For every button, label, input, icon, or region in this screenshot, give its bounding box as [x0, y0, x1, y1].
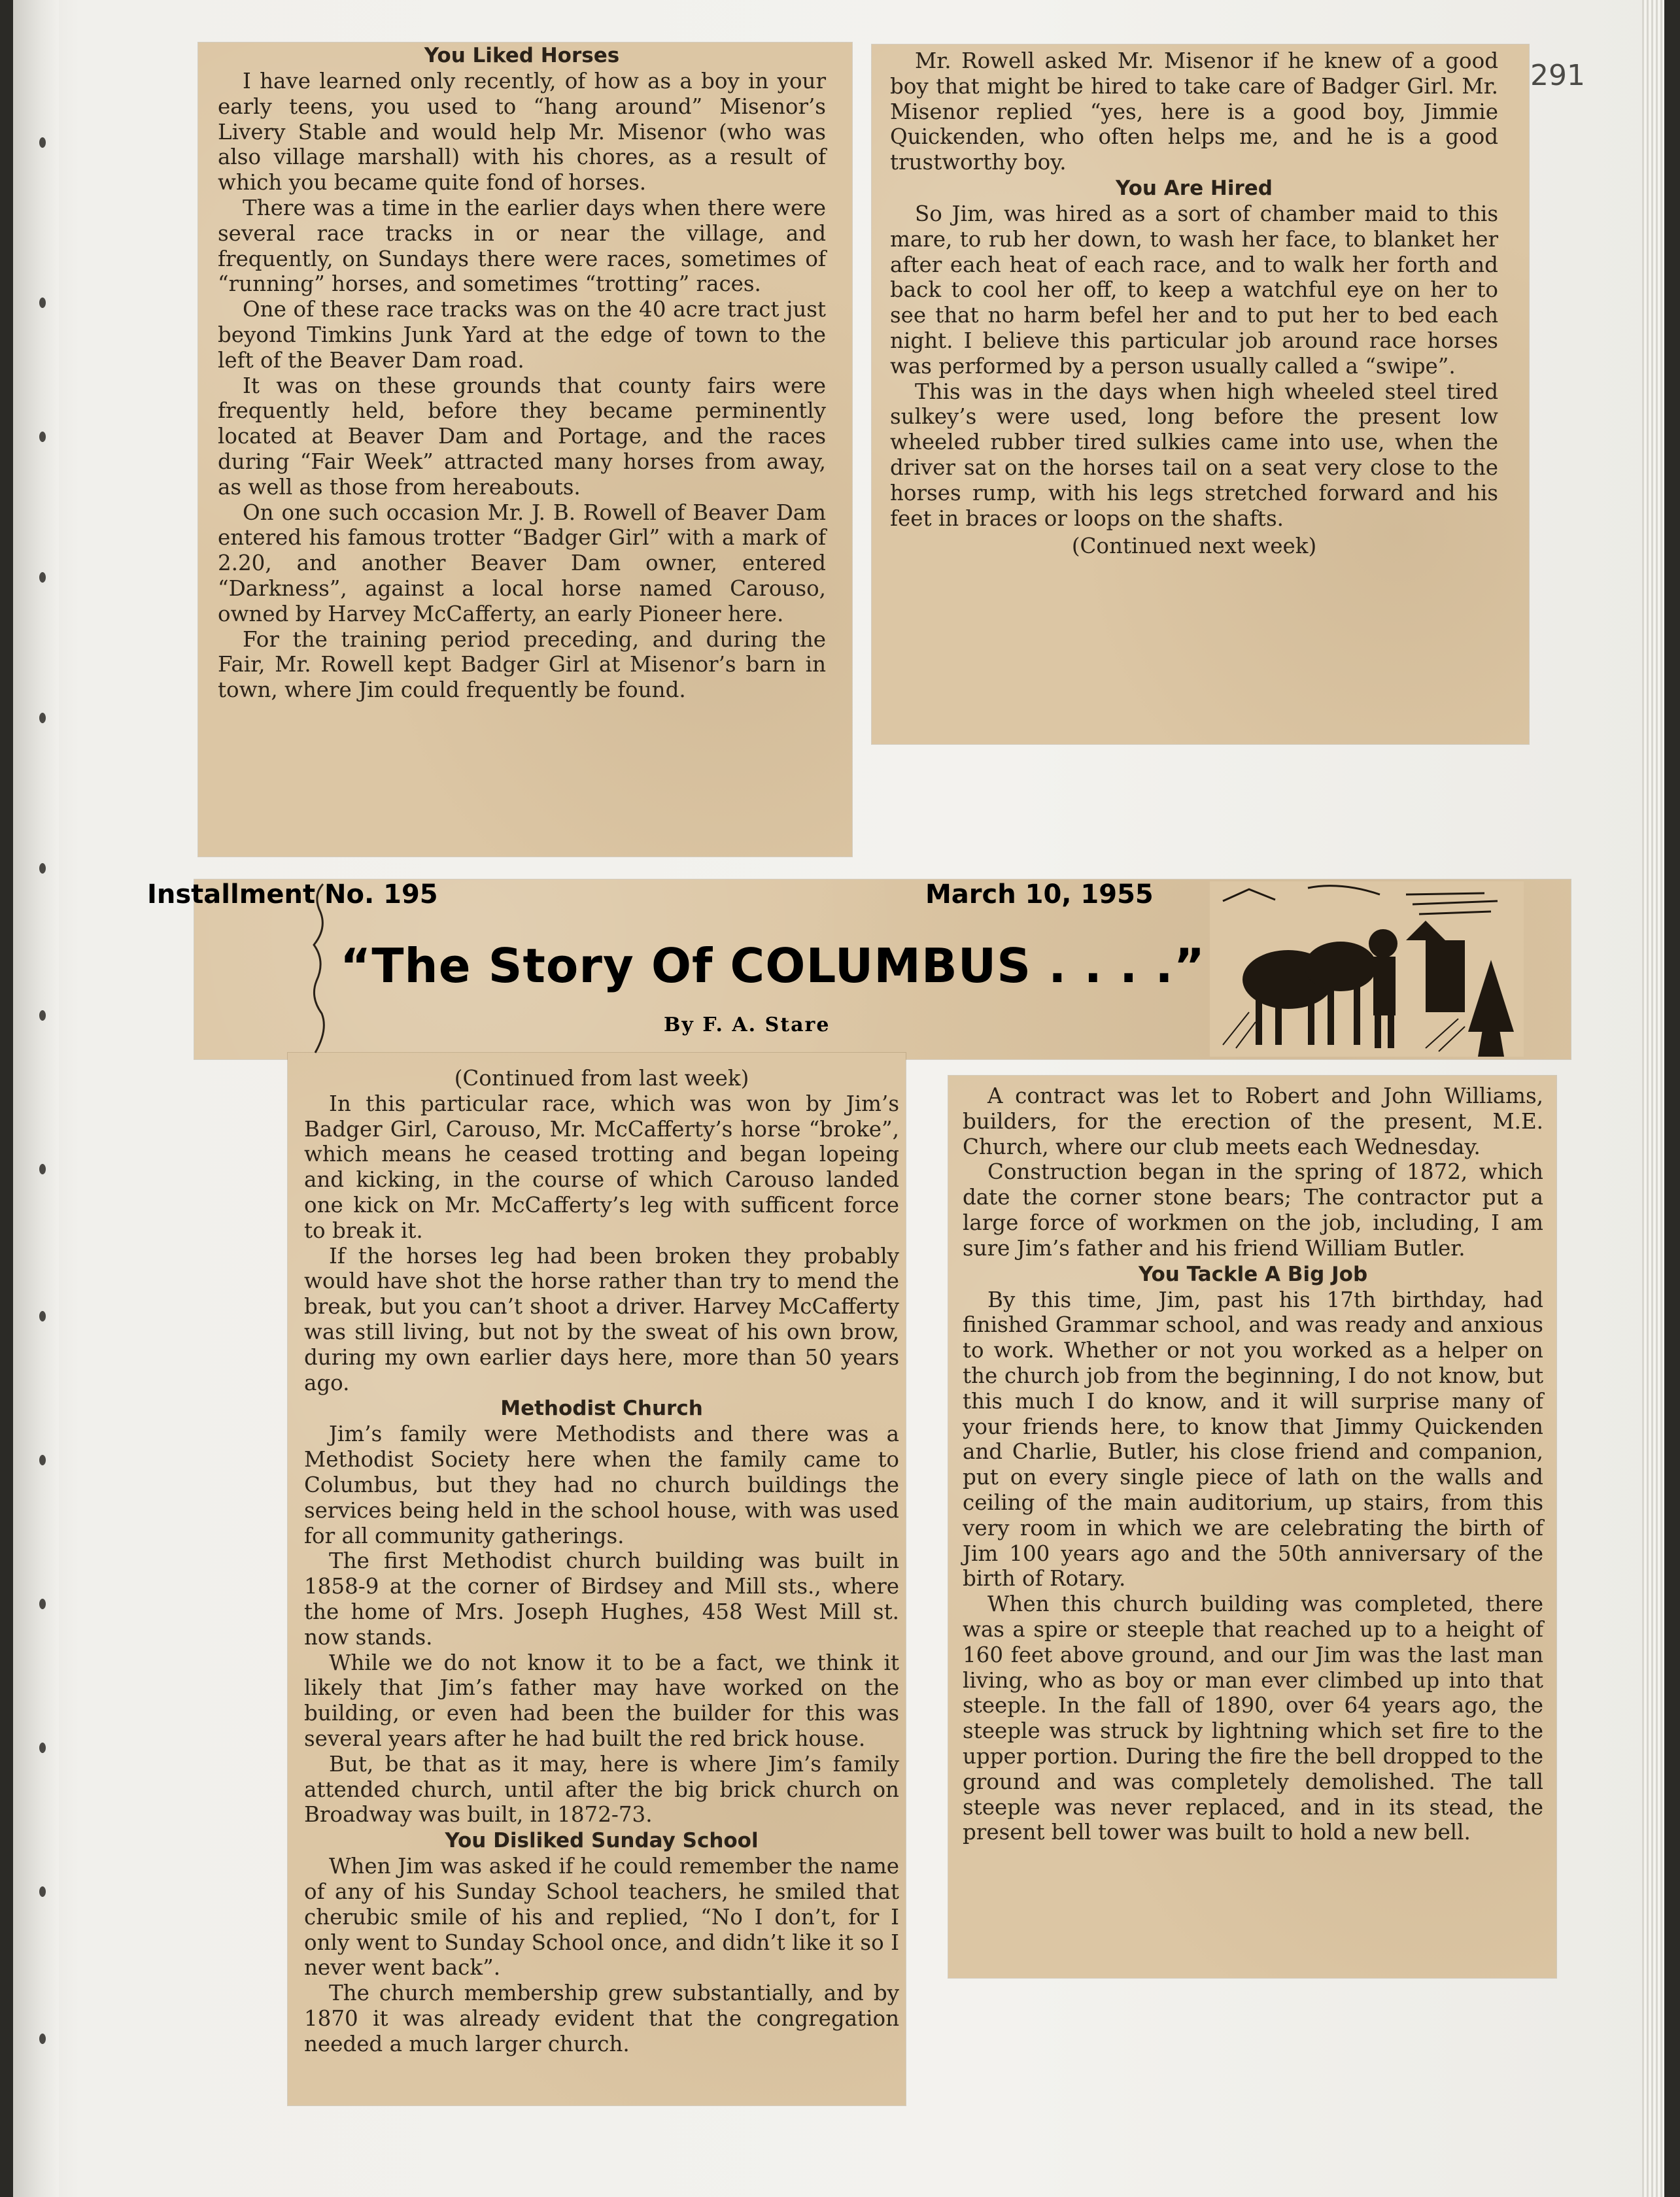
- section-heading: You Liked Horses: [424, 44, 620, 67]
- paragraph: The first Methodist church building was built in 1858-9 at the corner of Birdsey and Mill sts., where the home of Mrs. Joseph Hughes, 458 West Mill st. now stands.: [304, 1548, 899, 1650]
- binding-hole: [39, 1455, 46, 1465]
- clipping-column: [890, 48, 1498, 559]
- paragraph: When this church building was completed, there was a spire or steeple that reached up to a height of 160 feet above ground, and our Jim was the last man living, who as boy or man ever climbed up into that steeple. In the fall of 1890, over 64 years ago, the steeple was struck by lightning which set fire to the upper portion. During the fire the bell dropped to the ground and was completely demolished. The tall steeple was never replaced, and in its stead, the present bell tower was built to hold a new bell.: [963, 1592, 1543, 1845]
- masthead-brace: [309, 883, 328, 1054]
- binding-hole: [39, 1311, 46, 1321]
- paragraph: Construction began in the spring of 1872, which date the corner stone bears; The contractor put a large force of workmen on the job, including, I am sure Jim’s father and his friend William Butler.: [963, 1159, 1543, 1261]
- clipping-you-liked-horses: [198, 43, 852, 857]
- story-title: “The Story Of COLUMBUS . . . .”: [340, 938, 1206, 993]
- paragraph: A contract was let to Robert and John Williams, builders, for the erection of the present, M.E. Church, where our club meets each Wednesday.: [963, 1083, 1543, 1159]
- paragraph: This was in the days when high wheeled steel tired sulkey’s were used, long before the present low wheeled rubber tired sulkies came into use, when the driver sat on the horses tail on a seat very close to the horses rump, with his legs stretched forward and his feet in braces or loops on the shafts.: [890, 379, 1498, 531]
- paragraph: For the training period preceding, and during the Fair, Mr. Rowell kept Badger Girl at Misenor’s barn in town, where Jim could frequently be found.: [218, 626, 826, 703]
- binding-hole: [39, 572, 46, 583]
- clipping-you-are-hired: [872, 44, 1529, 744]
- paragraph: One of these race tracks was on the 40 acre tract just beyond Timkins Junk Yard at the edge of town to the left of the Beaver Dam road.: [218, 297, 826, 373]
- clipping-column: [304, 1066, 899, 2056]
- binding-hole: [39, 298, 46, 308]
- album-binding: [13, 0, 59, 2197]
- continued-note: (Continued next week): [1071, 534, 1317, 559]
- paragraph: It was on these grounds that county fairs were frequently held, before they became perminently located at Beaver Dam and Portage, and the races during “Fair Week” attracted many horses from away, as well as those from hereabouts.: [218, 373, 826, 500]
- clipping-column: [218, 43, 826, 703]
- paragraph: But, be that as it may, here is where Jim’s family attended church, until after the big brick church on Broadway was built, in 1872-73.: [304, 1751, 899, 1828]
- binding-hole: [39, 1743, 46, 1753]
- paragraph: The church membership grew substantially, and by 1870 it was already evident that the congregation needed a much larger church.: [304, 1981, 899, 2056]
- paragraph: On one such occasion Mr. J. B. Rowell of Beaver Dam entered his famous trotter “Badger Girl” with a mark of 2.20, and another Beaver Dam owner, entered “Darkness”, against a local horse named Carouso, owned by Harvey McCafferty, an early Pioneer here.: [218, 500, 826, 626]
- section-heading: You Disliked Sunday School: [445, 1829, 759, 1853]
- binding-hole: [39, 2034, 46, 2044]
- paragraph: Mr. Rowell asked Mr. Misenor if he knew of a good boy that might be hired to take care of Badger Girl. Mr. Misenor replied “yes, here is a good boy, Jimmie Quickenden, who often helps me, and he is a good trustworthy boy.: [890, 48, 1498, 175]
- byline: By F. A. Stare: [664, 1013, 831, 1036]
- paragraph: In this particular race, which was won by Jim’s Badger Girl, Carouso, Mr. McCafferty’s horse “broke”, which means he ceased trotting and began lopeing and kicking, in the course of which Carouso landed one kick on Mr. McCafferty’s leg with sufficent force to break it.: [304, 1091, 899, 1243]
- page-number: 291: [1530, 59, 1585, 92]
- paragraph: While we do not know it to be a fact, we think it likely that Jim’s father may have worked on the building, or even had been the builder for this was several years after he had built the red brick house.: [304, 1650, 899, 1751]
- binding-hole: [39, 1164, 46, 1174]
- paragraph: When Jim was asked if he could remember the name of any of his Sunday School teachers, he smiled that cherubic smile of his and replied, “No I don’t, for I only went to Sunday School once, and didn’t like it so I never went back”.: [304, 1854, 899, 1981]
- binding-hole: [39, 137, 46, 148]
- continued-from-note: (Continued from last week): [454, 1066, 749, 1091]
- paragraph: So Jim, was hired as a sort of chamber maid to this mare, to rub her down, to wash her face, to blanket her after each heat of each race, and to walk her forth and back to cool her off, to keep a watchful eye on her to see that no harm befel her and to put her to bed each night. I believe this particular job around race horses was performed by a person usually called a “swipe”.: [890, 201, 1498, 379]
- section-heading: Methodist Church: [500, 1397, 703, 1421]
- page-edge: [1642, 0, 1664, 2197]
- paragraph: I have learned only recently, of how as a boy in your early teens, you used to “hang around” Misenor’s Livery Stable and would help Mr. Misenor (who was also village marshall) with his chores, as a result of which you became quite fond of horses.: [218, 69, 826, 196]
- binding-hole: [39, 863, 46, 874]
- installment-date: March 10, 1955: [925, 879, 1154, 910]
- paragraph: Jim’s family were Methodists and there was a Methodist Society here when the family came to Columbus, but they had no church buildings the services being held in the school house, with was used for all community gatherings.: [304, 1422, 899, 1548]
- clipping-you-tackle-a-big-job: [948, 1076, 1556, 1978]
- paragraph: There was a time in the earlier days when there were several race tracks in or near the village, and frequently, on Sundays there were races, sometimes of “running” horses, and sometimes “trotting” races.: [218, 195, 826, 297]
- binding-hole: [39, 1886, 46, 1897]
- installment-number: Installment No. 195: [147, 879, 438, 910]
- paragraph: By this time, Jim, past his 17th birthday, had finished Grammar school, and was ready and anxious to work. Whether or not you worked as a helper on the church job from the beginning, I do not know, but this much I do know, and it will surprise many of your friends here, to know that Jimmy Quickenden and Charlie, Butler, his close friend and companion, put on every single piece of lath on the walls and ceiling of the main auditorium, up stairs, from this very room in which we are celebrating the birth of Jim 100 years ago and the 50th anniversary of the birth of Rotary.: [963, 1287, 1543, 1592]
- clipping-story-left-column: [288, 1053, 906, 2105]
- section-heading: You Tackle A Big Job: [1138, 1262, 1368, 1286]
- paragraph: If the horses leg had been broken they probably would have shot the horse rather than try to mend the break, but you can’t shoot a driver. Harvey McCafferty was still living, but not by the sweat of his own brow, during my own earlier days here, more than 50 years ago.: [304, 1243, 899, 1395]
- binding-hole: [39, 1010, 46, 1021]
- binding-hole: [39, 1599, 46, 1609]
- binding-hole: [39, 713, 46, 723]
- binding-hole: [39, 432, 46, 442]
- pioneer-oxen-illustration: [1210, 881, 1524, 1057]
- section-heading: You Are Hired: [1116, 176, 1273, 200]
- clipping-column: [963, 1083, 1543, 1845]
